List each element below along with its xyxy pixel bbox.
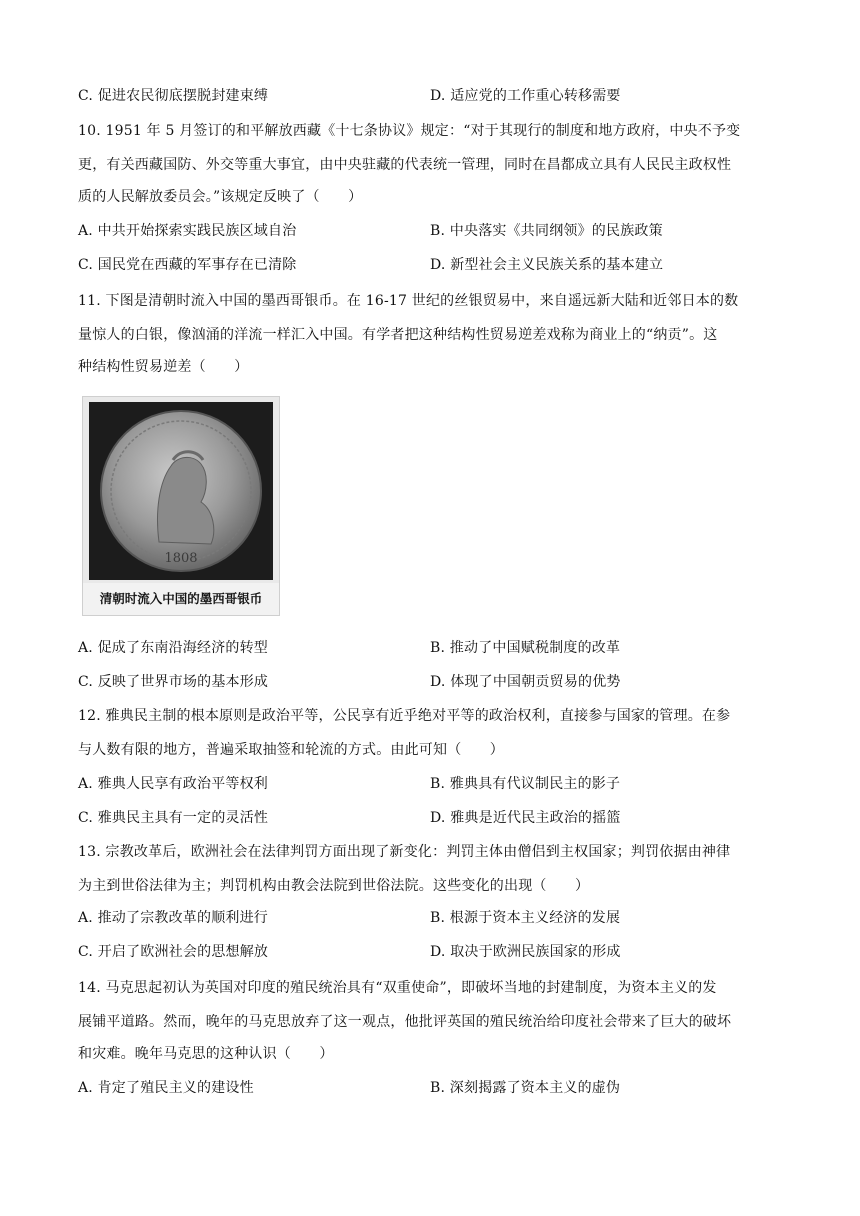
question-line-text: 质的人民解放委员会。”该规定反映了（ ） xyxy=(78,189,363,205)
option-left: A. 推动了宗教改革的顺利进行 xyxy=(78,910,269,926)
option-right: D. 取决于欧洲民族国家的形成 xyxy=(430,944,621,960)
option-left: A. 中共开始探索实践民族区域自治 xyxy=(78,223,297,239)
option-right: B. 根源于资本主义经济的发展 xyxy=(430,910,621,926)
question-line xyxy=(0,841,860,863)
option-left: C. 开启了欧洲社会的思想解放 xyxy=(78,944,269,960)
option-left: C. 促进农民彻底摆脱封建束缚 xyxy=(78,88,269,104)
option-left: A. 雅典人民享有政治平等权利 xyxy=(78,776,269,792)
option-row xyxy=(0,1077,860,1099)
question-line xyxy=(0,977,860,999)
option-row xyxy=(0,637,860,659)
option-row xyxy=(0,671,860,693)
silver-coin-image xyxy=(89,402,273,580)
question-line xyxy=(0,356,860,378)
option-right: B. 雅典具有代议制民主的影子 xyxy=(430,776,621,792)
option-row xyxy=(0,807,860,829)
option-right: D. 适应党的工作重心转移需要 xyxy=(430,88,621,104)
question-line xyxy=(0,1043,860,1065)
question-line xyxy=(0,290,860,312)
option-right: D. 体现了中国朝贡贸易的优势 xyxy=(430,674,621,690)
question-line-text: 与人数有限的地方，普遍采取抽签和轮流的方式。由此可知（ ） xyxy=(78,742,504,758)
option-row xyxy=(0,85,860,107)
question-line-text: 12. 雅典民主制的根本原则是政治平等，公民享有近乎绝对平等的政治权利，直接参与国家的管理。在参 xyxy=(78,708,731,724)
question-line-text: 14. 马克思起初认为英国对印度的殖民统治具有“双重使命”，即破坏当地的封建制度，为资本主义的发 xyxy=(78,980,717,996)
coin-figure xyxy=(82,396,280,616)
figure-caption: 清朝时流入中国的墨西哥银币 xyxy=(83,583,279,615)
question-line-text: 10. 1951 年 5 月签订的和平解放西藏《十七条协议》规定：“对于其现行的制度和地方政府，中央不予变 xyxy=(78,123,741,139)
question-line xyxy=(0,154,860,176)
option-left: C. 国民党在西藏的军事存在已清除 xyxy=(78,257,297,273)
option-right: B. 深刻揭露了资本主义的虚伪 xyxy=(430,1080,621,1096)
question-line xyxy=(0,324,860,346)
question-line xyxy=(0,186,860,208)
coin-year-text: 1808 xyxy=(164,551,198,566)
question-line xyxy=(0,1011,860,1033)
option-right: D. 新型社会主义民族关系的基本建立 xyxy=(430,257,664,273)
question-line-text: 为主到世俗法律为主；判罚机构由教会法院到世俗法院。这些变化的出现（ ） xyxy=(78,878,590,894)
coin-photo xyxy=(89,402,273,580)
option-left: A. 促成了东南沿海经济的转型 xyxy=(78,640,269,656)
question-line-text: 11. 下图是清朝时流入中国的墨西哥银币。在 16-17 世纪的丝银贸易中，来自遥远新大陆和近邻日本的数 xyxy=(78,293,739,309)
question-line-text: 种结构性贸易逆差（ ） xyxy=(78,359,249,375)
option-right: B. 中央落实《共同纲领》的民族政策 xyxy=(430,223,663,239)
option-row xyxy=(0,907,860,929)
option-row xyxy=(0,220,860,242)
option-left: C. 反映了世界市场的基本形成 xyxy=(78,674,269,690)
option-row xyxy=(0,773,860,795)
question-line-text: 量惊人的白银，像汹涌的洋流一样汇入中国。有学者把这种结构性贸易逆差戏称为商业上的“纳贡”。这 xyxy=(78,327,718,343)
option-row xyxy=(0,254,860,276)
option-left: A. 肯定了殖民主义的建设性 xyxy=(78,1080,254,1096)
option-left: C. 雅典民主具有一定的灵活性 xyxy=(78,810,269,826)
question-line xyxy=(0,705,860,727)
question-line xyxy=(0,120,860,142)
question-line xyxy=(0,875,860,897)
question-line-text: 和灾难。晚年马克思的这种认识（ ） xyxy=(78,1046,334,1062)
question-line-text: 更，有关西藏国防、外交等重大事宜，由中央驻藏的代表统一管理，同时在昌都成立具有人民民主政权性 xyxy=(78,157,732,173)
option-right: B. 推动了中国赋税制度的改革 xyxy=(430,640,621,656)
option-right: D. 雅典是近代民主政治的摇篮 xyxy=(430,810,621,826)
question-line xyxy=(0,739,860,761)
question-line-text: 13. 宗教改革后，欧洲社会在法律判罚方面出现了新变化：判罚主体由僧侣到主权国家；判罚依据由神律 xyxy=(78,844,731,860)
question-line-text: 展铺平道路。然而，晚年的马克思放弃了这一观点，他批评英国的殖民统治给印度社会带来了巨大的破坏 xyxy=(78,1014,732,1030)
option-row xyxy=(0,941,860,963)
